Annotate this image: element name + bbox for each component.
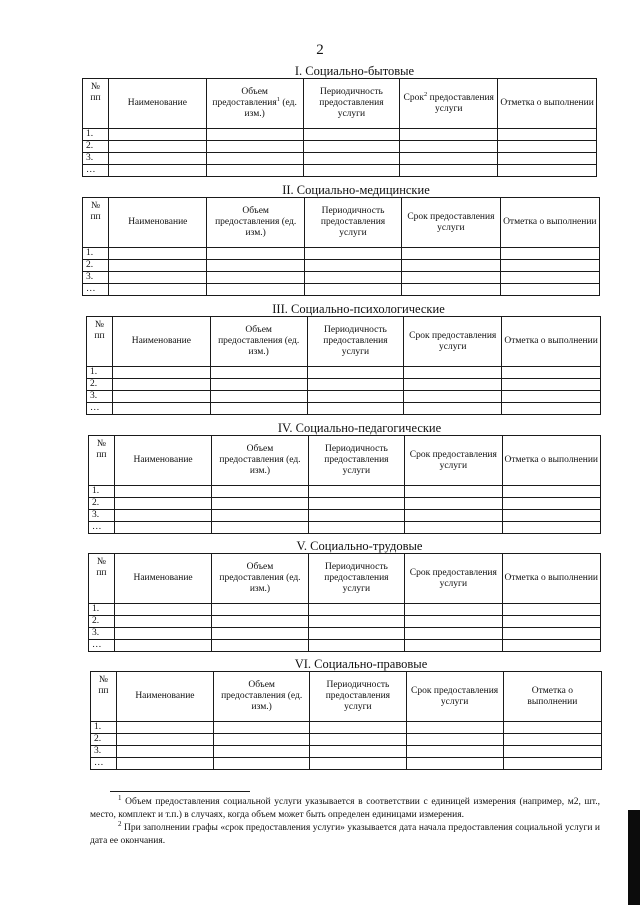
footnote-ref-1: 1: [276, 95, 280, 103]
header-periodicity: Периодичность предоставления услуги: [304, 198, 401, 248]
row-number: 2.: [83, 141, 109, 153]
table-cell[interactable]: [210, 403, 307, 415]
row-number: 3.: [83, 272, 109, 284]
page-number: 2: [316, 42, 324, 58]
header-mark: Отметка о выполнении: [498, 79, 597, 129]
table-cell[interactable]: [207, 284, 304, 296]
table-cell[interactable]: [304, 284, 401, 296]
row-number: …: [89, 640, 115, 652]
header-mark: Отметка о выполнении: [502, 436, 600, 486]
table-cell[interactable]: [405, 640, 502, 652]
table-row: [83, 248, 600, 260]
header-num: № пп: [87, 317, 113, 367]
footnote-1-mark: 1: [118, 793, 122, 802]
section-1: [82, 64, 597, 177]
section-title: VI. Социально-правовые: [294, 657, 428, 671]
table-cell[interactable]: [500, 272, 599, 284]
table-cell[interactable]: [112, 391, 210, 403]
table-cell[interactable]: [307, 379, 404, 391]
table-cell[interactable]: [502, 604, 600, 616]
table-row: [83, 284, 600, 296]
header-term: Срок предоставления услуги: [402, 198, 500, 248]
table-cell[interactable]: [502, 510, 600, 522]
table-cell[interactable]: [304, 248, 401, 260]
table-cell[interactable]: [400, 129, 498, 141]
header-term-rest: предоставления услуги: [429, 92, 494, 114]
table-cell[interactable]: [500, 260, 599, 272]
table-cell[interactable]: [307, 391, 404, 403]
table-row: [83, 129, 597, 141]
table-cell[interactable]: [109, 284, 207, 296]
table-cell[interactable]: [212, 640, 308, 652]
table-cell[interactable]: [116, 758, 213, 770]
table-cell[interactable]: [206, 141, 303, 153]
header-volume: Объем предоставления (ед. изм.): [207, 198, 304, 248]
table-cell[interactable]: [402, 260, 500, 272]
table-cell[interactable]: [112, 403, 210, 415]
table-row: [91, 758, 602, 770]
table-cell[interactable]: [502, 367, 601, 379]
table-cell[interactable]: [503, 758, 601, 770]
header-term-word: Срок: [403, 92, 424, 103]
table-cell[interactable]: [308, 628, 404, 640]
table-cell[interactable]: [212, 604, 308, 616]
section-4: [88, 421, 601, 534]
table-header-row: [89, 436, 601, 486]
header-num: № пп: [91, 672, 117, 722]
table-cell[interactable]: [406, 746, 503, 758]
footnote-1: [90, 793, 600, 822]
table-cell[interactable]: [212, 510, 308, 522]
table-cell[interactable]: [406, 734, 503, 746]
header-name: Наименование: [114, 554, 211, 604]
table-cell[interactable]: [502, 379, 601, 391]
table-cell[interactable]: [405, 498, 502, 510]
table-row: [87, 391, 601, 403]
table-header-row: [91, 672, 602, 722]
header-mark: Отметка о выполнении: [503, 672, 601, 722]
table-cell[interactable]: [116, 734, 213, 746]
section-title: III. Социально-психологические: [272, 302, 445, 316]
header-volume: Объем предоставления (ед. изм.): [210, 317, 307, 367]
table-cell[interactable]: [498, 165, 597, 177]
services-table: [82, 197, 600, 296]
table-cell[interactable]: [402, 248, 500, 260]
table-cell[interactable]: [214, 722, 310, 734]
table-header-row: [89, 554, 601, 604]
table-cell[interactable]: [214, 734, 310, 746]
table-cell[interactable]: [206, 129, 303, 141]
row-number: 2.: [83, 260, 109, 272]
table-cell[interactable]: [310, 734, 406, 746]
header-mark: Отметка о выполнении: [502, 317, 601, 367]
table-cell[interactable]: [404, 379, 502, 391]
table-cell[interactable]: [212, 628, 308, 640]
table-cell[interactable]: [108, 141, 206, 153]
table-cell[interactable]: [304, 260, 401, 272]
table-cell[interactable]: [212, 522, 308, 534]
header-name: Наименование: [116, 672, 213, 722]
table-cell[interactable]: [502, 616, 600, 628]
table-cell[interactable]: [307, 367, 404, 379]
table-cell[interactable]: [114, 616, 211, 628]
services-table: [82, 78, 597, 177]
table-cell[interactable]: [502, 391, 601, 403]
table-cell[interactable]: [310, 746, 406, 758]
section-3: [86, 302, 601, 415]
table-row: [89, 628, 601, 640]
header-mark: Отметка о выполнении: [502, 554, 600, 604]
table-cell[interactable]: [405, 486, 502, 498]
row-number: 3.: [91, 746, 117, 758]
table-cell[interactable]: [210, 367, 307, 379]
table-row: [89, 486, 601, 498]
table-cell[interactable]: [502, 486, 600, 498]
table-cell[interactable]: [109, 248, 207, 260]
table-cell[interactable]: [212, 616, 308, 628]
header-term: Срок предоставления услуги: [406, 672, 503, 722]
services-table: [86, 316, 601, 415]
table-cell[interactable]: [500, 284, 599, 296]
footnote-separator: [110, 791, 250, 792]
row-number: …: [87, 403, 113, 415]
row-number: 1.: [83, 248, 109, 260]
table-cell[interactable]: [114, 486, 211, 498]
header-name: Наименование: [114, 436, 211, 486]
table-row: [87, 367, 601, 379]
table-cell[interactable]: [308, 486, 404, 498]
footnote-1-text: Объем предоставления социальной услуги указывается в соответствии с единицей измерения (например, м2, шт., место, комплект и т.п.) в случаях, когда объем может быть определен единицами измерения.: [90, 797, 600, 820]
header-num: № пп: [83, 198, 109, 248]
header-volume: Объем предоставления (ед. изм.): [214, 672, 310, 722]
table-cell[interactable]: [400, 153, 498, 165]
header-volume: [206, 79, 303, 129]
table-cell[interactable]: [114, 522, 211, 534]
table-header-row: [83, 198, 600, 248]
table-row: [89, 604, 601, 616]
table-cell[interactable]: [114, 498, 211, 510]
section-5: [88, 539, 601, 652]
table-row: [89, 616, 601, 628]
row-number: 3.: [87, 391, 113, 403]
table-cell[interactable]: [116, 722, 213, 734]
table-row: [83, 260, 600, 272]
header-volume: Объем предоставления (ед. изм.): [212, 436, 308, 486]
header-mark: Отметка о выполнении: [500, 198, 599, 248]
header-term: Срок предоставления услуги: [404, 317, 502, 367]
row-number: 1.: [83, 129, 109, 141]
header-periodicity: Периодичность предоставления услуги: [303, 79, 400, 129]
table-cell[interactable]: [114, 628, 211, 640]
table-cell[interactable]: [503, 734, 601, 746]
table-cell[interactable]: [502, 498, 600, 510]
table-cell[interactable]: [207, 272, 304, 284]
table-row: [83, 141, 597, 153]
footnote-ref-2: 2: [423, 90, 428, 98]
table-cell[interactable]: [502, 403, 601, 415]
section-title: II. Социально-медицинские: [282, 183, 430, 197]
section-6: [90, 657, 602, 770]
table-cell[interactable]: [212, 486, 308, 498]
table-row: [83, 165, 597, 177]
table-cell[interactable]: [308, 640, 404, 652]
table-header-row: [83, 79, 597, 129]
table-cell[interactable]: [503, 722, 601, 734]
table-cell[interactable]: [108, 165, 206, 177]
table-cell[interactable]: [400, 165, 498, 177]
table-cell[interactable]: [114, 640, 211, 652]
header-name: Наименование: [109, 198, 207, 248]
table-cell[interactable]: [402, 284, 500, 296]
header-name: Наименование: [108, 79, 206, 129]
table-cell[interactable]: [108, 129, 206, 141]
table-cell[interactable]: [109, 272, 207, 284]
table-cell[interactable]: [405, 510, 502, 522]
table-cell[interactable]: [310, 758, 406, 770]
header-periodicity: Периодичность предоставления услуги: [310, 672, 406, 722]
row-number: 1.: [89, 604, 115, 616]
table-cell[interactable]: [406, 758, 503, 770]
table-cell[interactable]: [404, 367, 502, 379]
row-number: 1.: [87, 367, 113, 379]
table-cell[interactable]: [207, 260, 304, 272]
header-num: № пп: [83, 79, 109, 129]
header-term: Срок предоставления услуги: [405, 436, 502, 486]
table-row: [87, 379, 601, 391]
header-periodicity: Периодичность предоставления услуги: [307, 317, 404, 367]
table-cell[interactable]: [304, 272, 401, 284]
table-row: [91, 722, 602, 734]
footnote-2-mark: 2: [118, 819, 122, 828]
table-cell[interactable]: [308, 498, 404, 510]
header-num: № пп: [89, 436, 115, 486]
table-cell[interactable]: [303, 129, 400, 141]
row-number: 1.: [89, 486, 115, 498]
table-cell[interactable]: [114, 510, 211, 522]
table-cell[interactable]: [303, 153, 400, 165]
table-cell[interactable]: [500, 248, 599, 260]
table-cell[interactable]: [402, 272, 500, 284]
header-num: № пп: [89, 554, 115, 604]
table-cell[interactable]: [210, 379, 307, 391]
scan-edge-mark: [628, 810, 640, 905]
table-cell[interactable]: [310, 722, 406, 734]
table-cell[interactable]: [502, 640, 600, 652]
table-row: [91, 746, 602, 758]
table-cell[interactable]: [400, 141, 498, 153]
table-row: [89, 510, 601, 522]
row-number: 2.: [89, 498, 115, 510]
header-periodicity: Периодичность предоставления услуги: [308, 436, 404, 486]
header-volume-units: (ед. изм.): [244, 98, 297, 119]
table-cell[interactable]: [206, 153, 303, 165]
table-cell[interactable]: [303, 165, 400, 177]
table-row: [89, 522, 601, 534]
table-cell[interactable]: [303, 141, 400, 153]
table-cell[interactable]: [114, 604, 211, 616]
row-number: 3.: [89, 628, 115, 640]
table-cell[interactable]: [404, 391, 502, 403]
section-title: V. Социально-трудовые: [296, 539, 423, 553]
table-cell[interactable]: [404, 403, 502, 415]
header-volume: Объем предоставления (ед. изм.): [212, 554, 308, 604]
table-cell[interactable]: [116, 746, 213, 758]
header-periodicity: Периодичность предоставления услуги: [308, 554, 404, 604]
table-cell[interactable]: [498, 153, 597, 165]
services-table: [88, 553, 601, 652]
services-table: [88, 435, 601, 534]
header-name: Наименование: [112, 317, 210, 367]
footnote-2: [90, 819, 600, 848]
header-term: Срок предоставления услуги: [405, 554, 502, 604]
row-number: …: [91, 758, 117, 770]
footnote-2-text: При заполнении графы «срок предоставления услуги» указывается дата начала предоставления социальной услуги и дата ее окончания.: [90, 823, 600, 846]
row-number: 2.: [87, 379, 113, 391]
table-cell[interactable]: [406, 722, 503, 734]
table-cell[interactable]: [307, 403, 404, 415]
row-number: …: [83, 165, 109, 177]
table-cell[interactable]: [214, 746, 310, 758]
row-number: …: [83, 284, 109, 296]
table-cell[interactable]: [405, 628, 502, 640]
table-cell[interactable]: [207, 248, 304, 260]
table-row: [89, 640, 601, 652]
header-term: [400, 79, 498, 129]
table-cell[interactable]: [308, 510, 404, 522]
table-cell[interactable]: [503, 746, 601, 758]
table-cell[interactable]: [308, 604, 404, 616]
table-cell[interactable]: [405, 604, 502, 616]
section-title: I. Социально-бытовые: [294, 64, 415, 78]
section-title: IV. Социально-педагогические: [277, 421, 442, 435]
row-number: 3.: [89, 510, 115, 522]
table-cell[interactable]: [405, 522, 502, 534]
table-row: [87, 403, 601, 415]
table-row: [83, 153, 597, 165]
table-cell[interactable]: [502, 522, 600, 534]
table-cell[interactable]: [212, 498, 308, 510]
table-cell[interactable]: [109, 260, 207, 272]
row-number: …: [89, 522, 115, 534]
table-row: [83, 272, 600, 284]
row-number: 2.: [89, 616, 115, 628]
table-cell[interactable]: [112, 379, 210, 391]
table-cell[interactable]: [210, 391, 307, 403]
table-cell[interactable]: [405, 616, 502, 628]
table-cell[interactable]: [308, 522, 404, 534]
row-number: 3.: [83, 153, 109, 165]
table-row: [91, 734, 602, 746]
table-cell[interactable]: [112, 367, 210, 379]
table-cell[interactable]: [498, 129, 597, 141]
services-table: [90, 671, 602, 770]
table-cell[interactable]: [108, 153, 206, 165]
table-header-row: [87, 317, 601, 367]
table-cell[interactable]: [498, 141, 597, 153]
table-row: [89, 498, 601, 510]
row-number: 2.: [91, 734, 117, 746]
table-cell[interactable]: [206, 165, 303, 177]
table-cell[interactable]: [502, 628, 600, 640]
row-number: 1.: [91, 722, 117, 734]
section-2: [82, 183, 600, 296]
table-cell[interactable]: [214, 758, 310, 770]
table-cell[interactable]: [308, 616, 404, 628]
header-volume-text: Объем предоставления: [212, 87, 277, 108]
